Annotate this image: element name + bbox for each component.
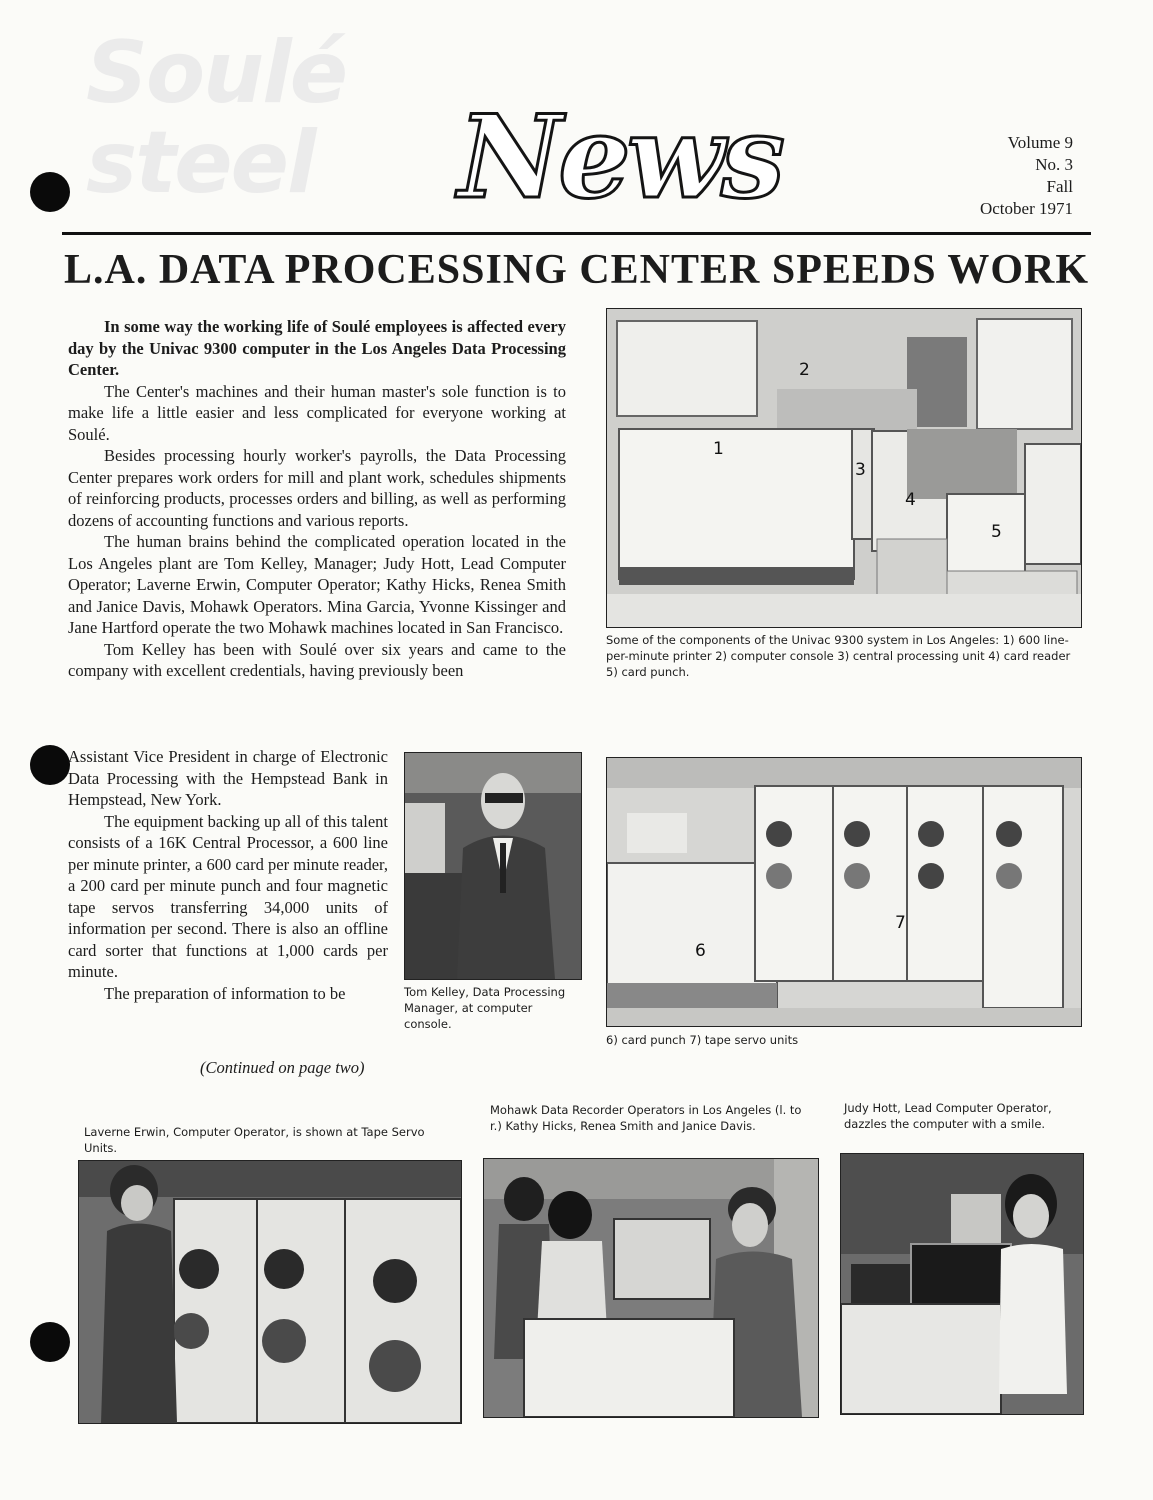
photo-tape-servo: [606, 757, 1082, 1027]
masthead-rule: [62, 232, 1091, 235]
tape-label-6: 6: [695, 941, 706, 961]
article-paragraph-1: In some way the working life of Soulé employees is affected every day by the Univac 9300 computer in the Los Angeles Data Processing Center.: [68, 317, 566, 379]
article-paragraph-4: The human brains behind the complicated operation located in the Los Angeles plant are Tom Kelley, Manager; Judy Hott, Lead Computer Operator; Laverne Erwin, Computer Operator; Kathy Hicks, Renea Smith and Janice Davis, Mohawk Operators. Mina Garcia, Yvonne Kissinger and Jane Hartford operate the two Mohawk machines located in San Francisco.: [68, 532, 566, 637]
punch-hole-bottom: [30, 1322, 70, 1362]
issue-number: No. 3: [1035, 155, 1073, 174]
system-label-5: 5: [991, 522, 1002, 542]
masthead-ghost-steel: steel: [86, 113, 315, 213]
caption-mohawk-operators: Mohawk Data Recorder Operators in Los Angeles (l. to r.) Kathy Hicks, Renea Smith and Janice Davis.: [490, 1103, 802, 1133]
article-body-narrow: [68, 746, 388, 1004]
masthead-ghost-soule: Soulé: [86, 23, 347, 123]
caption-univac-system: Some of the components of the Univac 9300 system in Los Angeles: 1) 600 line-per-minute printer 2) computer console 3) central processing unit 4) card reader 5) card punch.: [606, 633, 1071, 679]
caption-judy-hott: Judy Hott, Lead Computer Operator, dazzles the computer with a smile.: [844, 1101, 1052, 1131]
article-paragraph-5b: Assistant Vice President in charge of Electronic Data Processing with the Hempstead Bank in Hempstead, New York.: [68, 747, 388, 809]
system-label-1: 1: [713, 439, 724, 459]
caption-tape-servo: 6) card punch 7) tape servo units: [606, 1033, 799, 1047]
article-paragraph-2: The Center's machines and their human master's sole function is to make life a little easier and less complicated for everyone working at Soulé.: [68, 381, 566, 444]
article-paragraph-7: The preparation of information to be: [104, 983, 346, 1003]
system-label-3: 3: [855, 460, 866, 480]
punch-hole-top: [30, 172, 70, 212]
issue-season: Fall: [1046, 177, 1073, 196]
article-paragraph-3: Besides processing hourly worker's payrolls, the Data Processing Center prepares work orders for mill and plant work, schedules shipments of reinforcing products, processes orders and billing, as well as performing dozens of accounting functions and various reports.: [68, 446, 566, 530]
issue-volume: Volume 9: [1007, 133, 1073, 152]
punch-hole-middle: [30, 745, 70, 785]
issue-info: [980, 132, 1073, 220]
photo-univac-system: [606, 308, 1082, 628]
issue-date: October 1971: [979, 199, 1073, 218]
headline: L.A. DATA PROCESSING CENTER SPEEDS WORK: [63, 247, 1090, 293]
system-label-2: 2: [799, 360, 810, 380]
caption-tom-kelley: Tom Kelley, Data Processing Manager, at computer console.: [404, 985, 566, 1031]
masthead-title: News: [458, 90, 782, 224]
photo-laverne-erwin: [78, 1160, 462, 1424]
photo-judy-hott: [840, 1153, 1084, 1415]
tape-label-7: 7: [895, 913, 906, 933]
article-paragraph-5a: Tom Kelley has been with Soulé over six years and came to the company with excellent credentials, having previously been: [68, 639, 566, 680]
article-body-top: [68, 316, 566, 682]
continued-note: (Continued on page two): [200, 1058, 365, 1077]
system-label-4: 4: [905, 490, 916, 510]
photo-tom-kelley: [404, 752, 582, 980]
photo-mohawk-operators: [483, 1158, 819, 1418]
article-paragraph-6: The equipment backing up all of this talent consists of a 16K Central Processor, a 600 line per minute printer, a 600 card per minute reader, a 200 card per minute punch and four magnetic tape servos transferring 34,000 units of information per second. There is also an offline card sorter that functions at 1,000 cards per minute.: [68, 811, 388, 981]
caption-laverne-erwin: Laverne Erwin, Computer Operator, is shown at Tape Servo Units.: [84, 1125, 425, 1155]
